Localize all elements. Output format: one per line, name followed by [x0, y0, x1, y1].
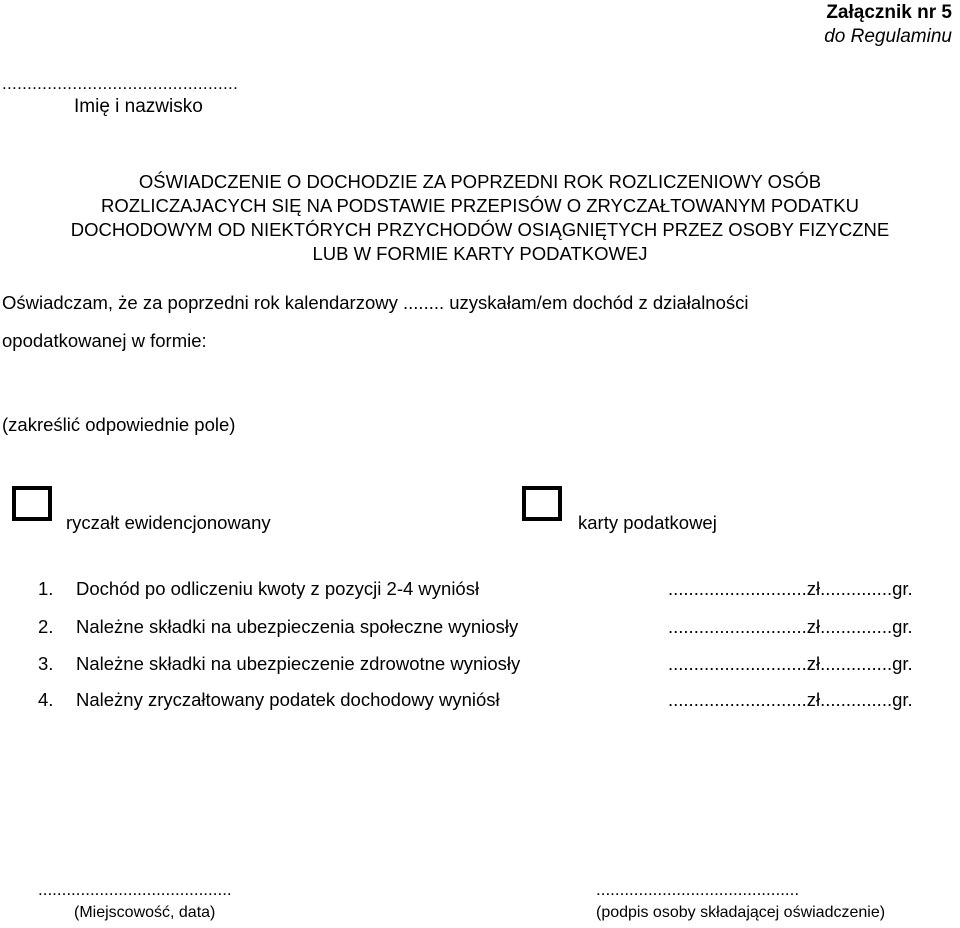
title-line: DOCHODOWYM OD NIEKTÓRYCH PRZYCHODÓW OSIĄGNIĘTYCH PRZEZ OSOBY FIZYCZNE — [70, 219, 890, 240]
title-line: LUB W FORMIE KARTY PODATKOWEJ — [312, 243, 648, 264]
name-dotted-line[interactable]: ............................................... — [2, 74, 239, 93]
option-label-lump-sum: ryczałt ewidencjonowany — [66, 512, 271, 533]
item-amount-field[interactable]: ...........................zł..............gr. — [668, 689, 913, 710]
declaration-text-line-2: opodatkowanej w formie: — [2, 330, 207, 351]
item-amount-field[interactable]: ...........................zł..............gr. — [668, 616, 913, 637]
annex-title: Załącznik nr 5 — [826, 2, 952, 23]
signature-dotted-line[interactable]: ........................................... — [596, 880, 800, 899]
checkbox-tax-card[interactable] — [522, 486, 562, 521]
item-text: Dochód po odliczeniu kwoty z pozycji 2-4 wyniósł — [76, 578, 480, 599]
place-date-dotted-line[interactable]: ......................................... — [38, 880, 232, 899]
item-number: 4. — [38, 689, 54, 710]
mark-instruction: (zakreślić odpowiednie pole) — [2, 414, 236, 435]
signature-label: (podpis osoby składającej oświadczenie) — [596, 904, 886, 921]
item-text: Należny zryczałtowany podatek dochodowy wyniósł — [76, 689, 500, 710]
option-label-tax-card: karty podatkowej — [578, 512, 717, 533]
name-label: Imię i nazwisko — [74, 96, 203, 117]
place-date-label: (Miejscowość, data) — [74, 904, 216, 921]
annex-subtitle: do Regulaminu — [824, 26, 952, 47]
item-number: 3. — [38, 653, 54, 674]
title-line: OŚWIADCZENIE O DOCHODZIE ZA POPRZEDNI ROK ROZLICZENIOWY OSÓB — [138, 171, 822, 192]
declaration-text-line-1: Oświadczam, że za poprzedni rok kalendarzowy ........ uzyskałam/em dochód z działalności — [2, 292, 749, 313]
document-title — [0, 170, 960, 266]
checkbox-lump-sum[interactable] — [12, 486, 52, 521]
item-text: Należne składki na ubezpieczenia społeczne wyniosły — [76, 616, 519, 637]
item-amount-field[interactable]: ...........................zł..............gr. — [668, 653, 913, 674]
item-text: Należne składki na ubezpieczenie zdrowotne wyniosły — [76, 653, 521, 674]
item-number: 1. — [38, 578, 54, 599]
title-line: ROZLICZAJACYCH SIĘ NA PODSTAWIE PRZEPISÓW O ZRYCZAŁTOWANYM PODATKU — [101, 195, 859, 216]
item-amount-field[interactable]: ...........................zł..............gr. — [668, 578, 913, 599]
item-number: 2. — [38, 616, 54, 637]
